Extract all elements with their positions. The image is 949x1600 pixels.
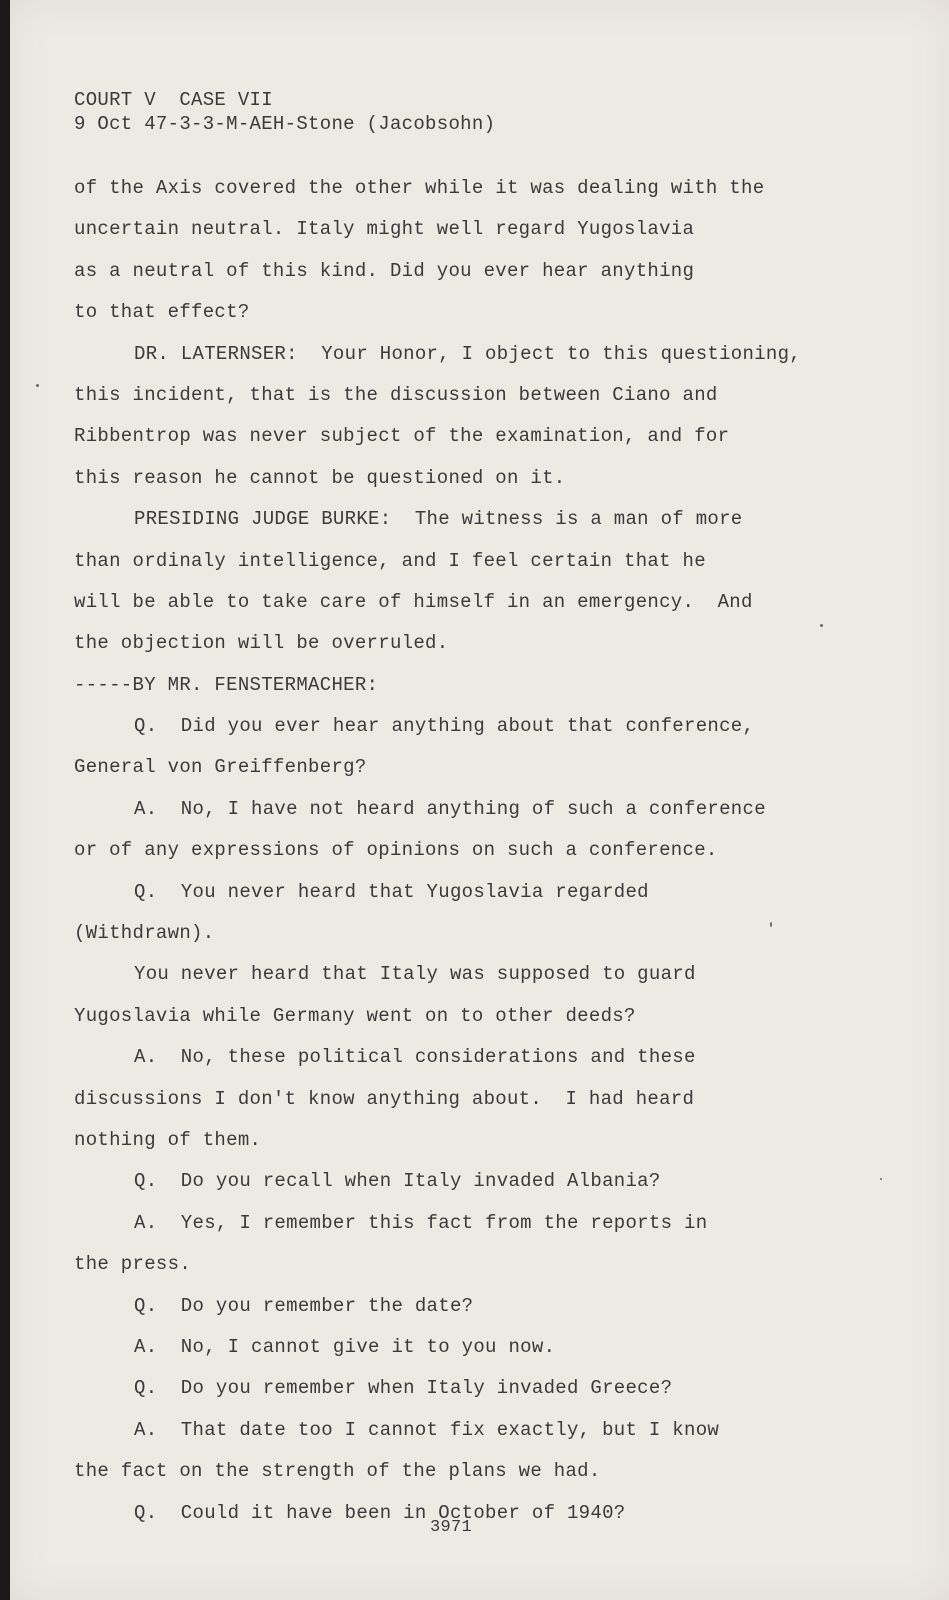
paper-speck xyxy=(36,384,39,387)
transcript-line: the press. xyxy=(74,1253,192,1276)
transcript-line: A. No, these political considerations and these xyxy=(134,1046,696,1069)
transcript-line: General von Greiffenberg? xyxy=(74,756,367,779)
transcript-line: A. Yes, I remember this fact from the reports in xyxy=(134,1211,708,1234)
transcript-line: DR. LATERNSER: Your Honor, I object to this questioning, xyxy=(134,342,802,365)
transcript-line: or of any expressions of opinions on such a conference. xyxy=(74,839,718,862)
transcript-line: Yugoslavia while Germany went on to other deeds? xyxy=(74,1004,636,1027)
transcript-line: Q. Did you ever hear anything about that conference, xyxy=(134,715,755,738)
transcript-line: A. No, I cannot give it to you now. xyxy=(134,1335,556,1358)
transcript-line: the fact on the strength of the plans we had. xyxy=(74,1460,601,1483)
transcript-line: Q. Do you recall when Italy invaded Albania? xyxy=(134,1170,661,1193)
transcript-line: PRESIDING JUDGE BURKE: The witness is a man of more xyxy=(134,508,743,531)
transcript-line: uncertain neutral. Italy might well regard Yugoslavia xyxy=(74,218,695,241)
paper-speck xyxy=(820,624,823,627)
transcript-line: Q. You never heard that Yugoslavia regarded xyxy=(134,880,649,903)
header-court-case: COURT V CASE VII xyxy=(74,89,273,111)
transcript-line: as a neutral of this kind. Did you ever hear anything xyxy=(74,259,695,282)
transcript-line: A. No, I have not heard anything of such a conference xyxy=(134,797,766,820)
transcript-line: discussions I don't know anything about. I had heard xyxy=(74,1087,695,1110)
transcript-line: nothing of them. xyxy=(74,1128,262,1151)
transcript-line: this incident, that is the discussion between Ciano and xyxy=(74,383,718,406)
transcript-line: Ribbentrop was never subject of the examination, and for xyxy=(74,425,730,448)
transcript-line: Q. Do you remember the date? xyxy=(134,1294,474,1317)
transcript-line: this reason he cannot be questioned on it. xyxy=(74,466,566,489)
document-header xyxy=(74,88,495,136)
header-date-reference: 9 Oct 47-3-3-M-AEH-Stone (Jacobsohn) xyxy=(74,113,496,135)
transcript-line: -----BY MR. FENSTERMACHER: xyxy=(74,673,379,696)
paper-speck xyxy=(770,922,772,927)
transcript-line: will be able to take care of himself in an emergency. And xyxy=(74,590,753,613)
transcript-line: (Withdrawn). xyxy=(74,922,215,945)
transcript-line: to that effect? xyxy=(74,301,250,324)
transcript-line: A. That date too I cannot fix exactly, but I know xyxy=(134,1418,720,1441)
page-number: 3971 xyxy=(430,1518,473,1537)
transcript-body xyxy=(74,168,894,1534)
document-page xyxy=(10,0,949,1600)
transcript-line: the objection will be overruled. xyxy=(74,632,449,655)
transcript-line: Q. Do you remember when Italy invaded Greece? xyxy=(134,1377,673,1400)
transcript-line: of the Axis covered the other while it was dealing with the xyxy=(74,177,765,199)
transcript-line: than ordinaly intelligence, and I feel certain that he xyxy=(74,549,706,572)
transcript-line: You never heard that Italy was supposed to guard xyxy=(134,963,696,986)
transcript-line: Q. Could it have been in October of 1940? xyxy=(134,1501,626,1524)
paper-speck xyxy=(880,1178,882,1180)
